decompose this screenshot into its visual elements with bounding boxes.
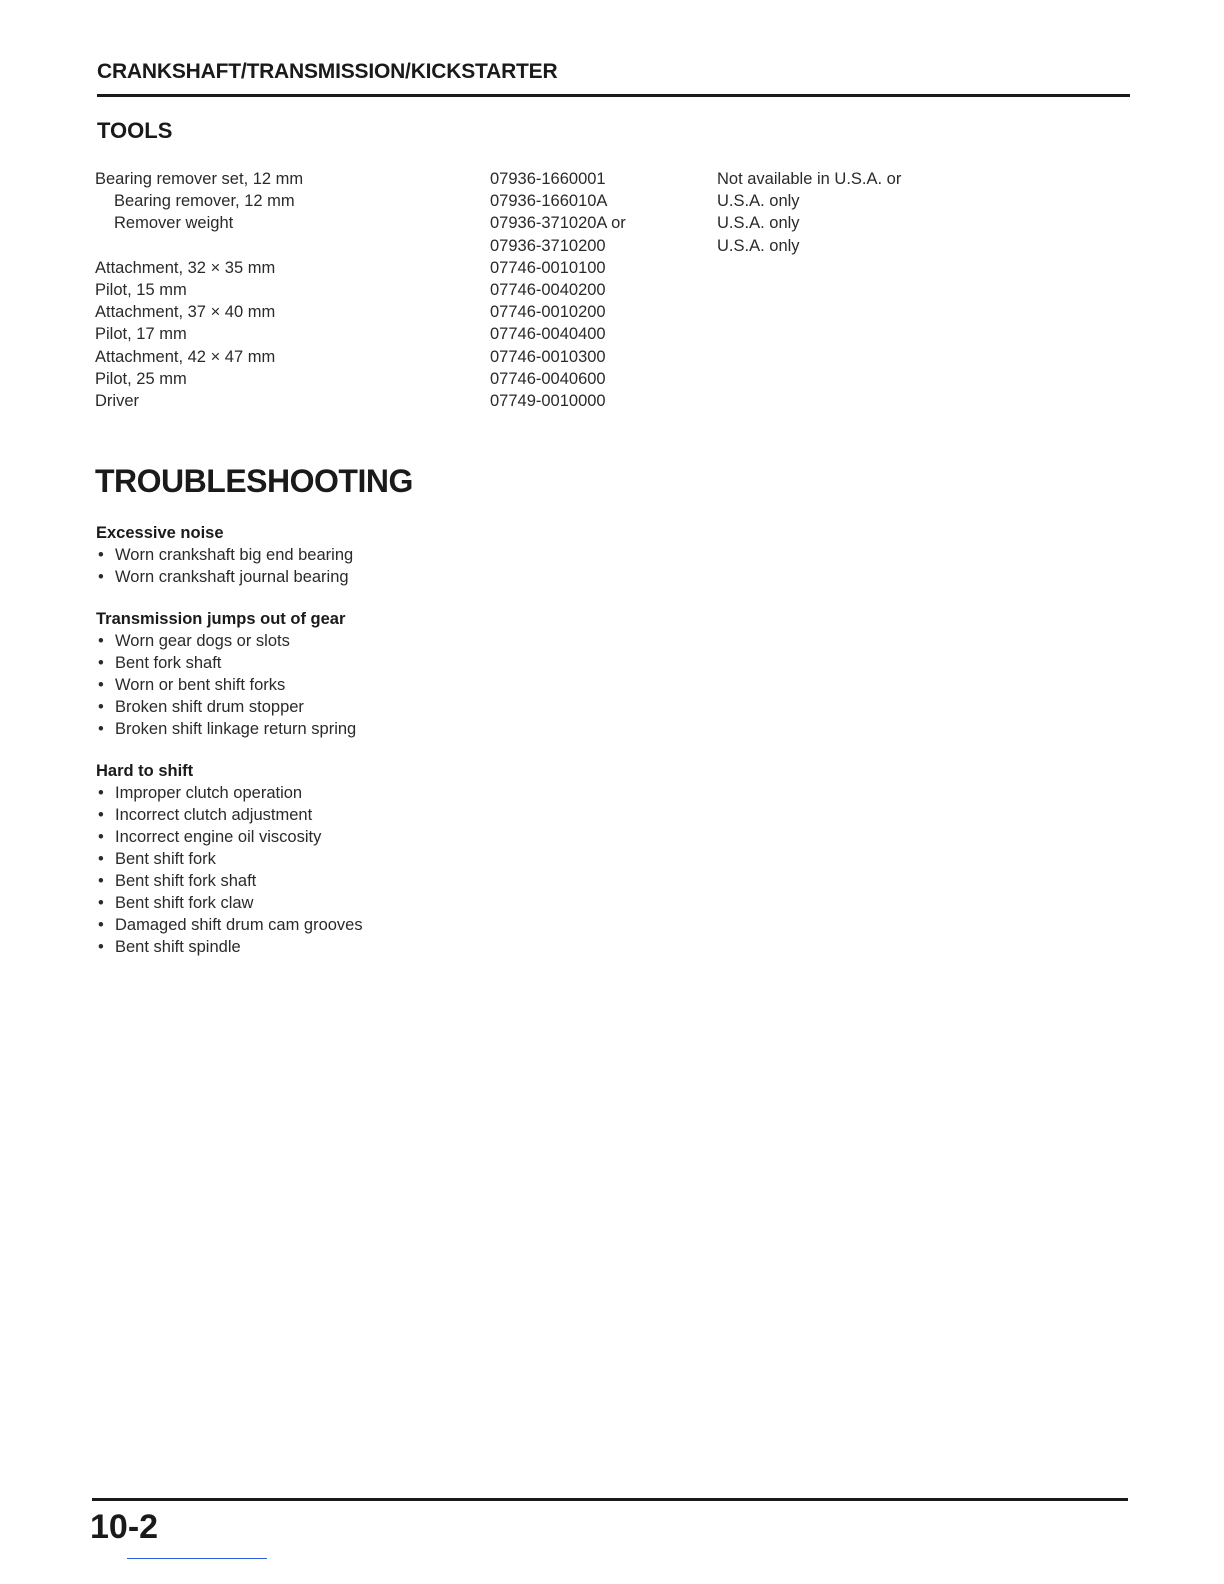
tool-name: Bearing remover set, 12 mm (95, 170, 304, 188)
list-item (96, 870, 363, 892)
tool-name: Pilot, 17 mm (95, 325, 187, 344)
bullet-icon: • (98, 676, 104, 694)
cause-text: Broken shift drum stopper (115, 698, 304, 716)
cause-text: Incorrect engine oil viscosity (115, 828, 322, 846)
cause-text: Bent shift fork shaft (115, 872, 257, 890)
tool-part-number: 07746-0040400 (490, 325, 606, 344)
page-number: 10-2 (90, 1508, 159, 1546)
list-item (96, 914, 363, 936)
tool-part-number: 07936-371020A or (490, 214, 626, 233)
footer-rule (92, 1498, 1128, 1501)
cause-text: Incorrect clutch adjustment (115, 806, 313, 824)
bullet-icon: • (98, 632, 104, 650)
cause-text: Bent shift spindle (115, 938, 241, 956)
list-item (96, 804, 363, 826)
tool-part-number: 07936-1660001 (490, 170, 606, 188)
list-item (96, 566, 363, 588)
cause-text: Bent shift fork claw (115, 894, 254, 912)
tool-part-number: 07749-0010000 (490, 391, 606, 410)
list-item (96, 782, 363, 804)
cause-text: Worn or bent shift forks (115, 676, 286, 694)
bullet-icon: • (98, 654, 104, 672)
list-item (96, 892, 363, 914)
cause-text: Worn crankshaft big end bearing (115, 546, 354, 564)
bullet-icon: • (98, 784, 104, 802)
bullet-icon: • (98, 850, 104, 868)
tool-name: Attachment, 32 × 35 mm (95, 258, 276, 277)
bullet-icon: • (98, 872, 104, 890)
tool-part-number: 07936-166010A (490, 192, 608, 211)
bullet-icon: • (98, 916, 104, 934)
cause-text: Damaged shift drum cam grooves (115, 916, 363, 934)
cause-text: Improper clutch operation (115, 784, 303, 802)
list-item (96, 848, 363, 870)
list-item (96, 674, 363, 696)
tool-name: Pilot, 25 mm (95, 369, 187, 388)
list-item (96, 652, 363, 674)
list-item (96, 696, 363, 718)
bullet-icon: • (98, 568, 104, 586)
cause-text: Bent fork shaft (115, 654, 222, 672)
footer-link-underline (127, 1558, 267, 1559)
tool-name: Attachment, 37 × 40 mm (95, 303, 276, 322)
list-item (96, 630, 363, 652)
list-item (96, 936, 363, 958)
tool-name: Pilot, 15 mm (95, 280, 187, 299)
troubleshooting-group-hard-to-shift (96, 760, 363, 958)
troubleshooting-section-title: TROUBLESHOOTING (95, 463, 413, 499)
tool-part-number: 07746-0010200 (490, 303, 606, 322)
tools-section-title: TOOLS (97, 118, 173, 143)
cause-text: Bent shift fork (115, 850, 216, 868)
page-header-title: CRANKSHAFT/TRANSMISSION/KICKSTARTER (97, 60, 558, 83)
tool-name: Bearing remover, 12 mm (114, 192, 295, 211)
tool-part-number: 07936-3710200 (490, 236, 606, 255)
bullet-icon: • (98, 698, 104, 716)
cause-text: Worn crankshaft journal bearing (115, 568, 349, 586)
tool-note: U.S.A. only (717, 236, 800, 255)
tool-part-number: 07746-0040600 (490, 369, 606, 388)
bullet-icon: • (98, 894, 104, 912)
bullet-icon: • (98, 806, 104, 824)
cause-text: Worn gear dogs or slots (115, 632, 290, 650)
header-rule (97, 94, 1130, 97)
tool-note: U.S.A. only (717, 214, 800, 233)
tool-part-number: 07746-0010100 (490, 258, 606, 277)
cause-text: Broken shift linkage return spring (115, 720, 357, 738)
tool-name: Remover weight (114, 214, 234, 233)
bullet-icon: • (98, 938, 104, 956)
bullet-icon: • (98, 546, 104, 564)
tool-note: U.S.A. only (717, 192, 800, 211)
bullet-icon: • (98, 720, 104, 738)
list-item (96, 718, 363, 740)
tool-name: Attachment, 42 × 47 mm (95, 347, 276, 366)
symptom-heading: Transmission jumps out of gear (96, 610, 346, 628)
list-item (96, 544, 363, 566)
list-item (96, 826, 363, 848)
tool-part-number: 07746-0010300 (490, 347, 606, 366)
troubleshooting-groups (96, 522, 363, 978)
tool-note: Not available in U.S.A. or (717, 170, 902, 188)
troubleshooting-group-excessive-noise (96, 522, 363, 588)
symptom-heading: Excessive noise (96, 524, 224, 542)
troubleshooting-group-jumps-out-of-gear (96, 608, 363, 740)
symptom-heading: Hard to shift (96, 762, 194, 780)
tool-part-number: 07746-0040200 (490, 280, 606, 299)
tool-name: Driver (95, 391, 139, 410)
bullet-icon: • (98, 828, 104, 846)
